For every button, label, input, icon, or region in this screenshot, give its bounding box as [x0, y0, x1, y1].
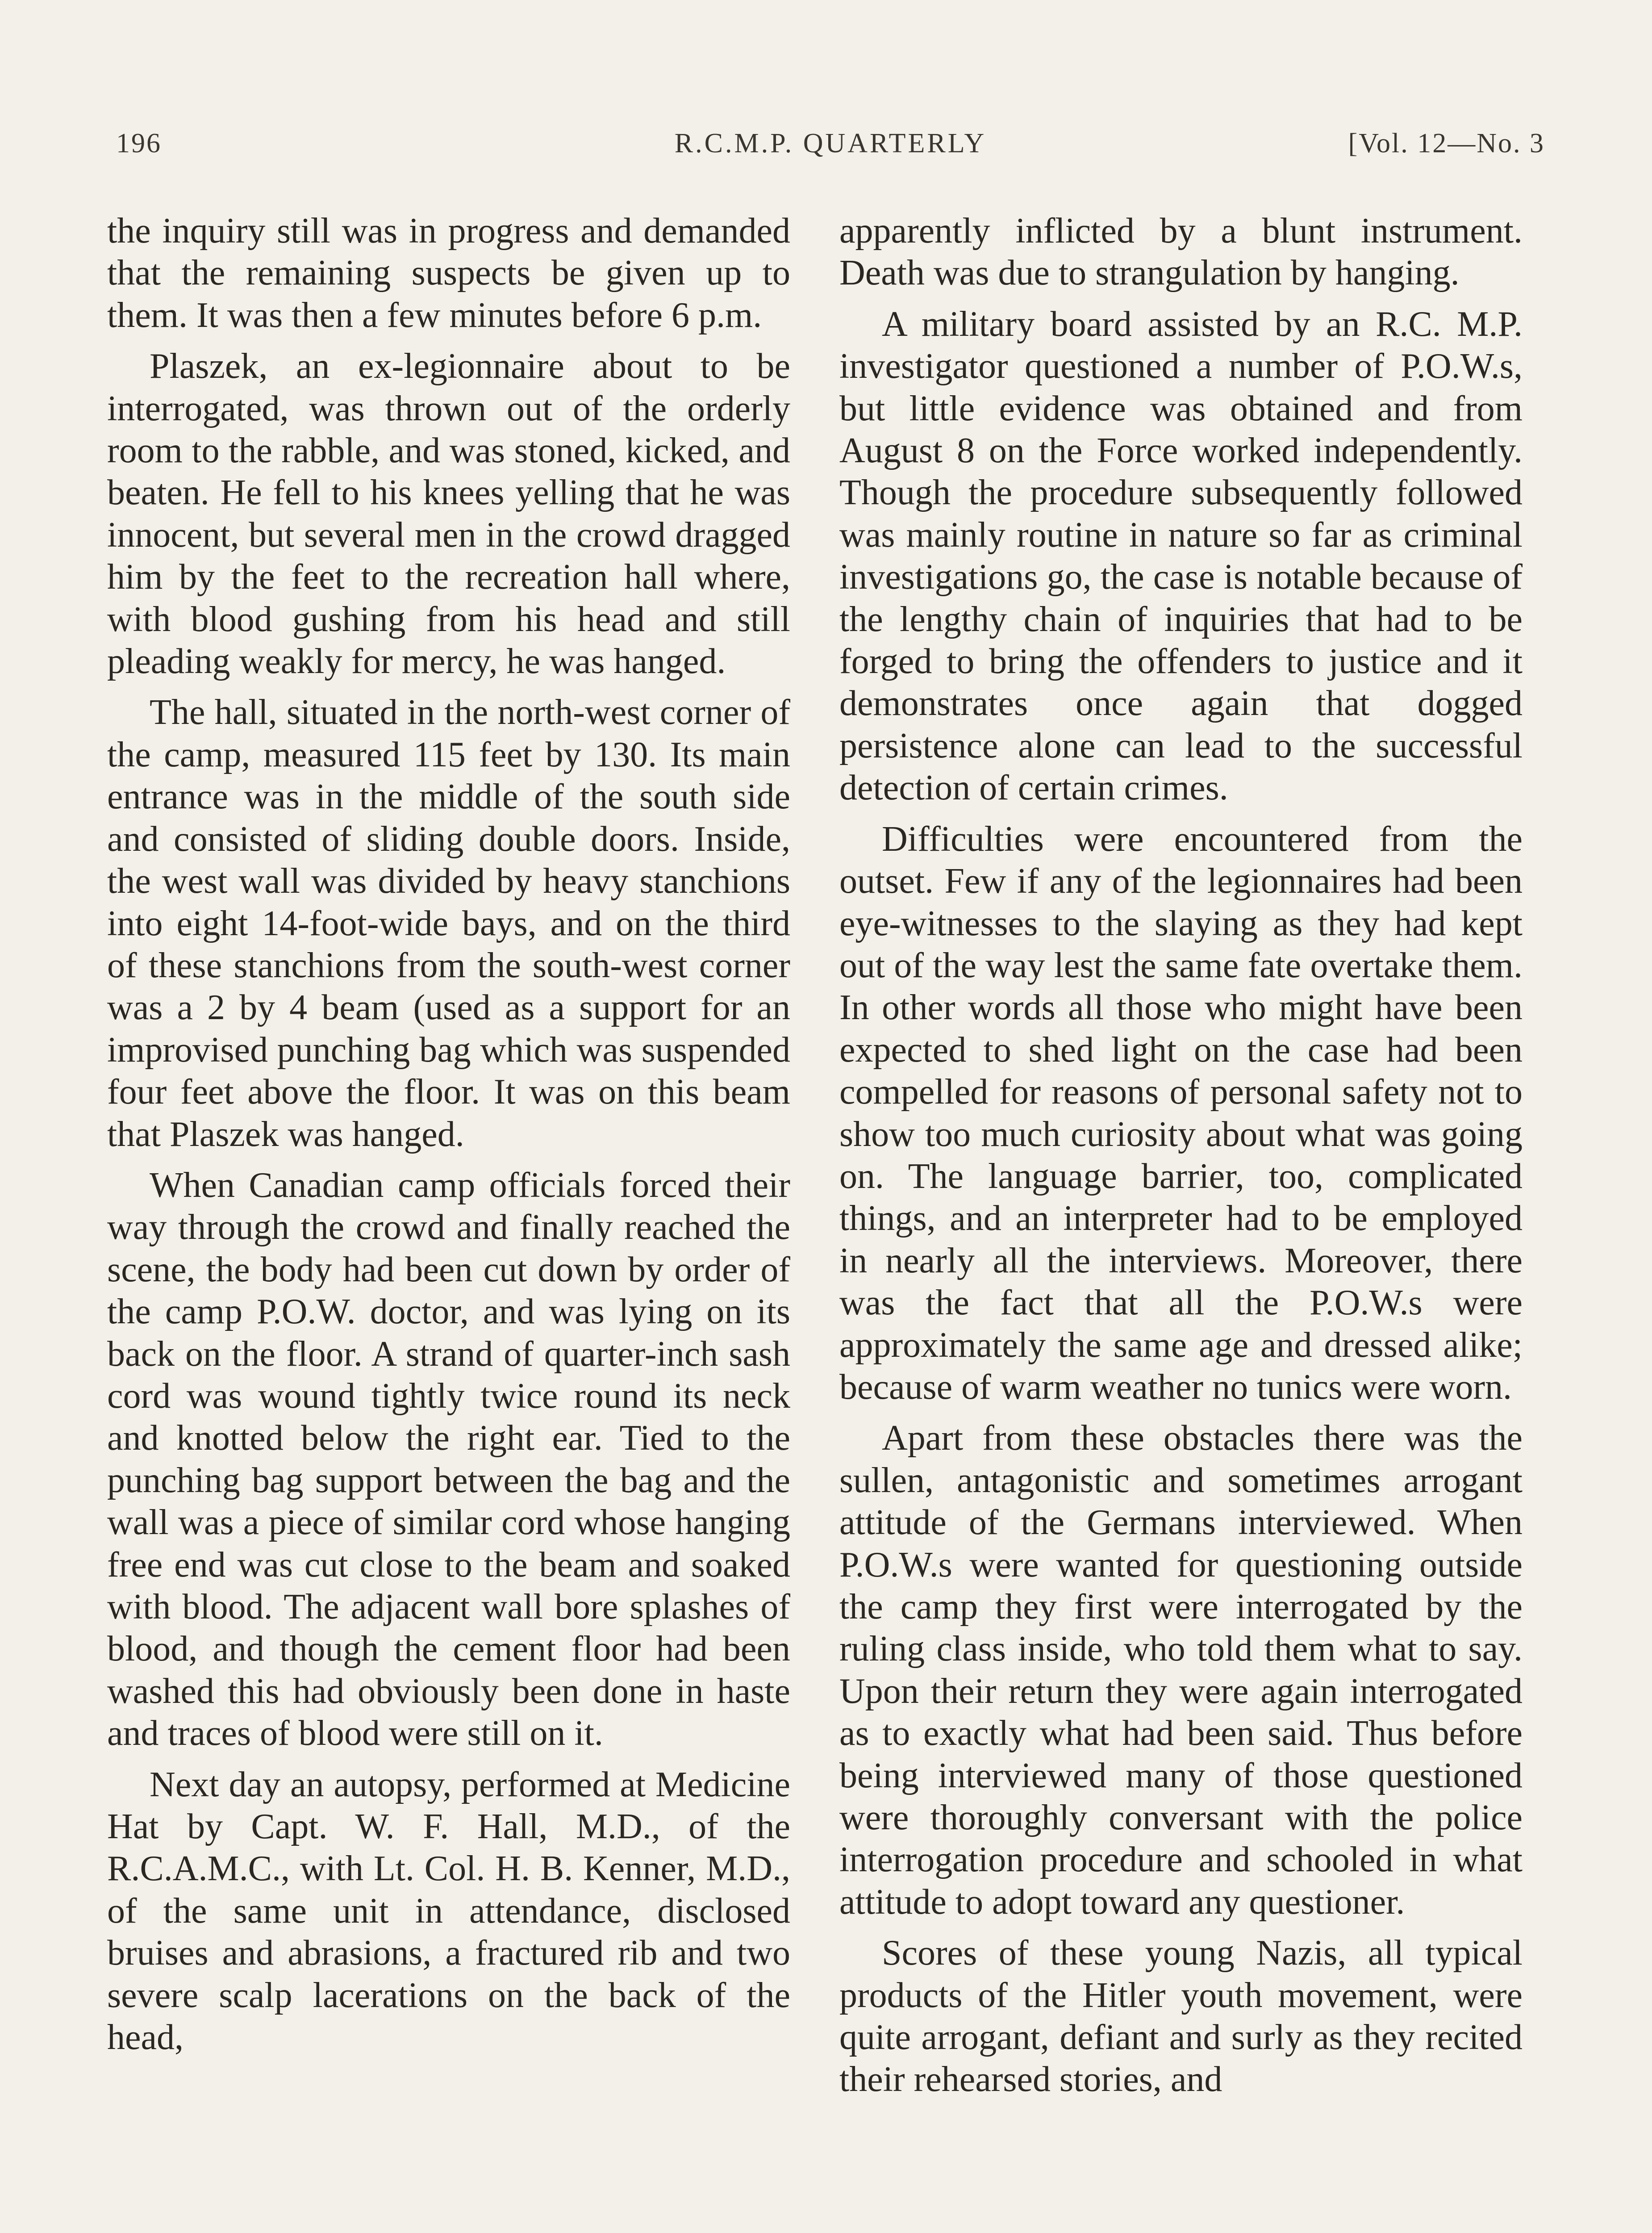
paragraph: Difficulties were encountered from the outset. Few if any of the legionnaires had been eye-witnesses to the slaying as they had kept out of the way lest the same fate overtake them. In other words all those who might have been expected to shed light on the case had been compelled for reasons of personal safety not to show too much curiosity about what was going on. The language barrier, too, complicated things, and an interpreter had to be employed in nearly all the interviews. Moreover, there was the fact that all the P.O.W.s were approximately the same age and dressed alike; because of warm weather no tunics were worn. — [839, 819, 1523, 1407]
paragraph: Apart from these obstacles there was the sullen, antagonistic and sometimes arrogant attitude of the Germans interviewed. When P.O.W.s were wanted for questioning outside the camp they first were interrogated by the ruling class inside, who told them what to say. Upon their return they were again interrogated as to exactly what had been said. Thus before being interviewed many of those questioned were thoroughly conversant with the police interrogation procedure and schooled in what attitude to adopt toward any questioner. — [839, 1418, 1523, 1922]
journal-title: R.C.M.P. QUARTERLY — [674, 128, 987, 159]
paragraph: the inquiry still was in progress and demanded that the remaining suspects be given up to them. It was then a few minutes before 6 p.m. — [107, 211, 790, 335]
paragraph: The hall, situated in the north-west corner of the camp, measured 115 feet by 130. Its main entrance was in the middle of the south side and consisted of sliding double doors. Inside, the west wall was divided by heavy stanchions into eight 14-foot-wide bays, and on the third of these stanchions from the south-west corner was a 2 by 4 beam (used as a support for an improvised punching bag which was suspended four feet above the floor. It was on this beam that Plaszek was hanged. — [107, 693, 790, 1154]
paragraph: Next day an autopsy, performed at Medicine Hat by Capt. W. F. Hall, M.D., of the R.C.A.M.C., with Lt. Col. H. B. Kenner, M.D., of the same unit in attendance, disclosed bruises and abrasions, a fractured rib and two severe scalp lacerations on the back of the head, — [107, 1765, 790, 2057]
running-header — [116, 128, 1545, 163]
paragraph: Plaszek, an ex-legionnaire about to be interrogated, was thrown out of the orderly room to the rabble, and was stoned, kicked, and beaten. He fell to his knees yelling that he was innocent, but several men in the crowd dragged him by the feet to the recreation hall where, with blood gushing from his head and still pleading weakly for mercy, he was hanged. — [107, 347, 790, 682]
paragraph: Scores of these young Nazis, all typical products of the Hitler youth movement, were quite arrogant, defiant and surly as they recited their rehearsed stories, and — [839, 1933, 1523, 2099]
paragraph: apparently inflicted by a blunt instrument. Death was due to strangulation by hanging. — [839, 211, 1523, 293]
page-number: 196 — [116, 128, 162, 159]
right-column — [839, 210, 1523, 2110]
left-column — [107, 210, 790, 2067]
paragraph: A military board assisted by an R.C. M.P. investigator questioned a number of P.O.W.s, but little evidence was obtained and from August 8 on the Force worked independently. Though the procedure subsequently followed was mainly routine in nature so far as criminal investigations go, the case is notable because of the lengthy chain of inquiries that had to be forged to bring the offenders to justice and it demonstrates once again that dogged persistence alone can lead to the successful detection of certain crimes. — [839, 304, 1523, 808]
paragraph: When Canadian camp officials forced their way through the crowd and finally reached the scene, the body had been cut down by order of the camp P.O.W. doctor, and was lying on its back on the floor. A strand of quarter-inch sash cord was wound tightly twice round its neck and knotted below the right ear. Tied to the punching bag support between the bag and the wall was a piece of similar cord whose hanging free end was cut close to the beam and soaked with blood. The adjacent wall bore splashes of blood, and though the cement floor had been washed this had obviously been done in haste and traces of blood were still on it. — [107, 1165, 790, 1753]
volume-issue: [Vol. 12—No. 3 — [1348, 128, 1545, 159]
